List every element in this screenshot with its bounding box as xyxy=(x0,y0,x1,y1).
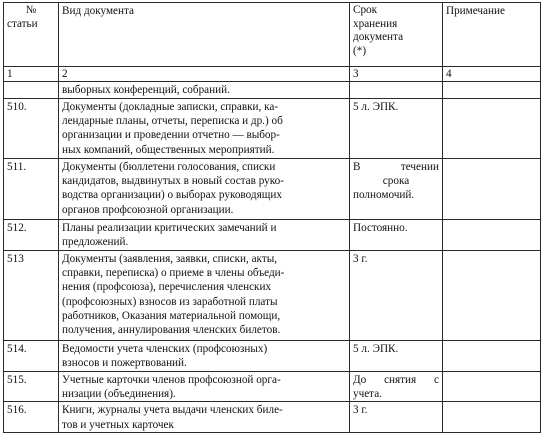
header-term-line4: (*) xyxy=(353,44,367,57)
column-index-2: 2 xyxy=(59,67,350,82)
retention-term-cell: 5 л. ЭПК. xyxy=(350,99,443,159)
note-cell xyxy=(443,159,541,220)
article-number-cell: 510. xyxy=(4,99,59,159)
doc-line: справки, переписка) о приеме в члены объеди- xyxy=(62,267,285,280)
note-cell xyxy=(443,402,541,432)
column-index-3: 3 xyxy=(350,67,443,82)
doc-line: кандидатов, выдвинутых в новый состав руко- xyxy=(62,175,284,188)
term-line: учета. xyxy=(353,388,382,401)
document-type-cell: выборных конференций, собраний. xyxy=(59,82,350,99)
document-type-cell xyxy=(59,372,350,402)
table-row xyxy=(4,251,541,341)
note-cell xyxy=(443,99,541,159)
term-line xyxy=(353,373,439,387)
article-number-cell: 512. xyxy=(4,220,59,251)
table-row xyxy=(4,372,541,402)
doc-line: Ведомости учета членских (профсоюзных) xyxy=(62,343,268,355)
term-line: полномочий. xyxy=(353,189,415,202)
doc-line: Документы (заявления, заявки, списки, акты, xyxy=(62,253,278,265)
retention-term-cell xyxy=(350,82,443,99)
doc-line: Планы реализации критических замечаний и xyxy=(62,222,277,234)
note-cell xyxy=(443,341,541,372)
header-number-sign: № xyxy=(25,4,37,16)
doc-line: предложений. xyxy=(62,236,129,249)
article-number-cell: 515. xyxy=(4,372,59,402)
table-row xyxy=(4,341,541,372)
doc-line: работников, Оказания материальной помощи, xyxy=(62,309,281,322)
term-line xyxy=(353,160,439,174)
article-number-cell: 513 xyxy=(4,251,59,341)
table-header-row xyxy=(4,3,541,67)
doc-line: Документы (докладные записки, справки, ка- xyxy=(62,101,279,113)
doc-line: тов и учетных карточек xyxy=(62,418,174,431)
table-row xyxy=(4,82,541,99)
term-word: течении xyxy=(400,161,439,173)
doc-line: Учетные карточки членов профсоюзной орга- xyxy=(62,374,281,386)
note-cell xyxy=(443,251,541,341)
term-word: с xyxy=(434,374,439,386)
article-number-cell: 516. xyxy=(4,402,59,432)
note-cell xyxy=(443,220,541,251)
doc-line: Документы (бюллетени голосования, списки xyxy=(62,161,276,173)
doc-line: ных компаний, общественных мероприятий. xyxy=(62,143,275,156)
term-word: В xyxy=(353,161,361,173)
header-article-label: статьи xyxy=(7,17,38,30)
header-document-type: Вид документа xyxy=(59,3,350,67)
doc-line: лендарные планы, отчеты, переписка и др.) об xyxy=(62,115,283,128)
doc-line: получения, аннулирования членских билетов. xyxy=(62,324,281,337)
column-index-1: 1 xyxy=(4,67,59,82)
doc-line: органов профсоюзной организации. xyxy=(62,203,234,216)
header-retention-term xyxy=(350,3,443,67)
header-article-number xyxy=(4,3,59,67)
header-term-line2: хранения xyxy=(353,17,398,30)
retention-term-cell: 3 г. xyxy=(350,251,443,341)
term-word: До xyxy=(353,374,367,386)
header-note: Примечание xyxy=(443,3,541,67)
note-cell xyxy=(443,372,541,402)
table-row xyxy=(4,99,541,159)
retention-term-cell: Постоянно. xyxy=(350,220,443,251)
document-type-cell xyxy=(59,402,350,432)
note-cell xyxy=(443,82,541,99)
doc-line: низации (объединения). xyxy=(62,388,176,401)
doc-line: нения (профсоюза), перечисления членских xyxy=(62,281,272,294)
term-word: снятия xyxy=(384,374,417,386)
document-type-cell xyxy=(59,220,350,251)
article-number-cell: 514. xyxy=(4,341,59,372)
document-type-cell xyxy=(59,159,350,220)
table-row xyxy=(4,220,541,251)
doc-line: взносов и пожертвований. xyxy=(62,357,187,370)
document-type-cell xyxy=(59,99,350,159)
column-index-row xyxy=(4,67,541,82)
retention-term-cell xyxy=(350,372,443,402)
document-type-cell xyxy=(59,251,350,341)
article-number-cell: 511. xyxy=(4,159,59,220)
retention-term-cell xyxy=(350,159,443,220)
column-index-4: 4 xyxy=(443,67,541,82)
article-number-cell xyxy=(4,82,59,99)
retention-schedule-table xyxy=(3,2,541,433)
header-term-line1: Срок xyxy=(353,4,378,16)
retention-term-cell: 3 г. xyxy=(350,402,443,432)
retention-term-cell: 5 л. ЭПК. xyxy=(350,341,443,372)
doc-line: (профсоюзных) взносов из заработной платы xyxy=(62,295,278,308)
table-row xyxy=(4,402,541,432)
doc-line: водства организации) о выборах руководящих xyxy=(62,189,282,202)
header-term-line3: документа xyxy=(353,31,404,43)
term-line: срока xyxy=(382,175,410,188)
doc-line: Книги, журналы учета выдачи членских биле- xyxy=(62,404,283,417)
document-type-cell xyxy=(59,341,350,372)
table-row xyxy=(4,159,541,220)
doc-line: организации и проведении отчетно — выбор- xyxy=(62,129,280,142)
